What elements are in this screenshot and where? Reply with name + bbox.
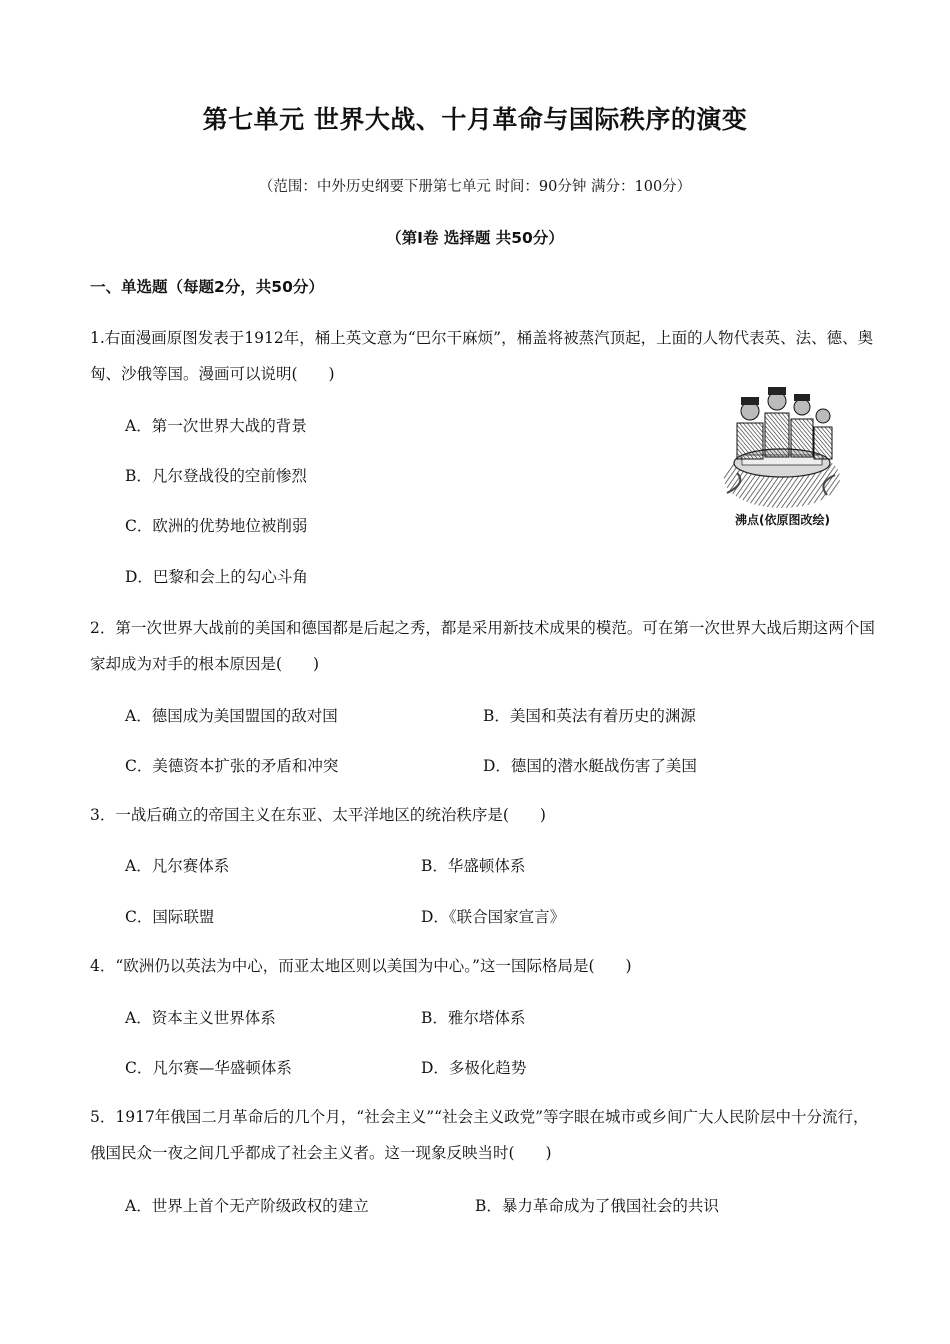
page-title: 第七单元 世界大战、十月革命与国际秩序的演变	[202, 105, 748, 134]
question-3-option-a[interactable]: A．凡尔赛体系	[125, 857, 230, 875]
question-2-option-a[interactable]: A．德国成为美国盟国的敌对国	[125, 707, 338, 725]
question-4-stem: 4．“欧洲仍以英法为中心，而亚太地区则以美国为中心。”这一国际格局是( )	[90, 957, 632, 975]
question-2-option-c[interactable]: C．美德资本扩张的矛盾和冲突	[125, 757, 339, 775]
question-2-stem: 2．第一次世界大战前的美国和德国都是后起之秀，都是采用新技术成果的模范。可在第一次世界大战后期这两个国家却成为对手的根本原因是( )	[90, 619, 875, 673]
question-3-option-b[interactable]: B．华盛顿体系	[421, 857, 526, 875]
question-1-option-a[interactable]: A．第一次世界大战的背景	[125, 417, 307, 435]
question-1-option-d[interactable]: D．巴黎和会上的勾心斗角	[125, 568, 308, 586]
question-5-option-b[interactable]: B．暴力革命成为了俄国社会的共识	[475, 1197, 719, 1215]
question-5-option-a[interactable]: A．世界上首个无产阶级政权的建立	[125, 1197, 369, 1215]
section-heading: 一、单选题（每题2分，共50分）	[90, 278, 324, 296]
question-2-option-d[interactable]: D．德国的潜水艇战伤害了美国	[483, 757, 697, 775]
question-1-stem: 1.右面漫画原图发表于1912年，桶上英文意为“巴尔干麻烦”，桶盖将被蒸汽顶起，上面的人物代表英、法、德、奥匈、沙俄等国。漫画可以说明( )	[90, 329, 874, 383]
exam-scope: （范围：中外历史纲要下册第七单元 时间：90分钟 满分：100分）	[258, 179, 692, 195]
question-4-option-c[interactable]: C．凡尔赛—华盛顿体系	[125, 1059, 292, 1077]
question-4-option-b[interactable]: B．雅尔塔体系	[421, 1009, 526, 1027]
question-4-option-a[interactable]: A．资本主义世界体系	[125, 1009, 276, 1027]
question-1-option-b[interactable]: B．凡尔登战役的空前惨烈	[125, 467, 307, 485]
question-3-option-c[interactable]: C．国际联盟	[125, 908, 215, 926]
question-4-option-d[interactable]: D．多极化趋势	[421, 1059, 527, 1077]
question-1-option-c[interactable]: C．欧洲的优势地位被削弱	[125, 517, 308, 535]
part-heading: （第Ⅰ卷 选择题 共50分）	[386, 229, 564, 247]
boiling-point-cartoon	[717, 383, 847, 513]
question-3-stem: 3．一战后确立的帝国主义在东亚、太平洋地区的统治秩序是( )	[90, 806, 546, 824]
question-2-option-b[interactable]: B．美国和英法有着历史的渊源	[483, 707, 696, 725]
figure-caption: 沸点(依原图改绘)	[735, 513, 830, 527]
question-3-option-d[interactable]: D．《联合国家宣言》	[421, 908, 566, 926]
question-5-stem: 5．1917年俄国二月革命后的几个月，“社会主义”“社会主义政党”等字眼在城市或乡间广大人民阶层中十分流行，俄国民众一夜之间几乎都成了社会主义者。这一现象反映当时( )	[90, 1108, 869, 1162]
